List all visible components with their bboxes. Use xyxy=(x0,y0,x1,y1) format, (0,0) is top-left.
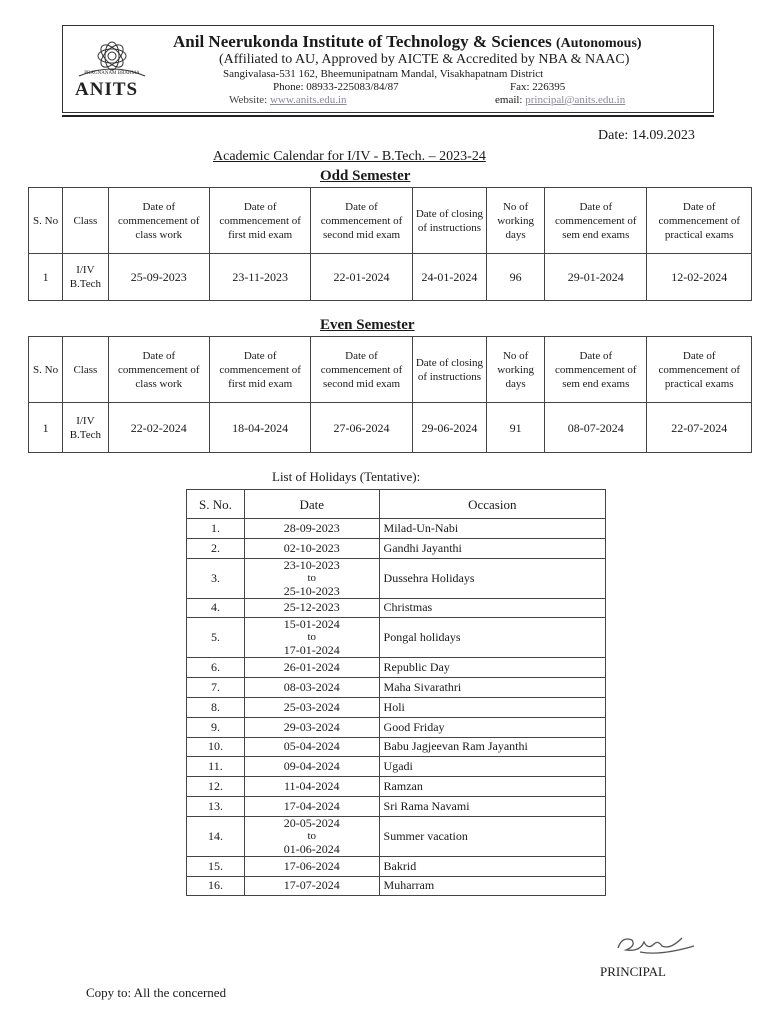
holiday-date xyxy=(244,697,379,717)
table-row xyxy=(29,254,752,301)
date-value: 17-01-2024 xyxy=(283,643,340,658)
date-value: 20-05-2024 xyxy=(283,815,340,830)
holiday-date xyxy=(244,519,379,539)
institute-affiliation: (Affiliated to AU, Approved by AICTE & Accredited by NBA & NAAC) xyxy=(219,52,630,67)
holiday-date xyxy=(244,856,379,876)
table-cell: 24-01-2024 xyxy=(412,254,486,301)
date-value: 25-03-2024 xyxy=(283,699,340,714)
autonomous-label: (Autonomous) xyxy=(556,36,642,51)
table-row xyxy=(187,519,606,539)
institute-header xyxy=(62,25,714,113)
date-value: 17-06-2024 xyxy=(283,858,340,873)
table-cell: 12-02-2024 xyxy=(647,254,752,301)
table-cell: 1 xyxy=(29,403,63,453)
header-cell: No of working days xyxy=(487,188,545,254)
website-link[interactable]: www.anits.edu.in xyxy=(269,94,347,106)
holiday-occasion: Good Friday xyxy=(379,717,605,737)
date-range-to: to xyxy=(307,829,316,842)
holiday-occasion: Babu Jagjeevan Ram Jayanthi xyxy=(379,737,605,757)
holiday-date xyxy=(244,678,379,698)
holiday-sno: 5. xyxy=(187,618,245,658)
holiday-sno: 2. xyxy=(187,538,245,558)
table-row xyxy=(187,538,606,558)
signature-icon xyxy=(610,928,700,964)
header-cell: Date of commencement of second mid exam xyxy=(311,337,412,403)
holiday-sno: 12. xyxy=(187,777,245,797)
table-row xyxy=(187,876,606,896)
date-value: 11-04-2024 xyxy=(283,779,340,794)
holiday-date xyxy=(244,757,379,777)
header-cell: Occasion xyxy=(379,490,605,519)
table-cell: 22-02-2024 xyxy=(108,403,209,453)
holiday-sno: 16. xyxy=(187,876,245,896)
table-row xyxy=(187,678,606,698)
holiday-occasion: Pongal holidays xyxy=(379,618,605,658)
holiday-date xyxy=(244,618,379,658)
holiday-date xyxy=(244,796,379,816)
table-cell: 1 xyxy=(29,254,63,301)
institute-fax: Fax: 226395 xyxy=(510,81,566,93)
header-cell: Date of commencement of class work xyxy=(108,337,209,403)
header-cell: S. No. xyxy=(187,490,245,519)
header-cell: S. No xyxy=(29,188,63,254)
header-cell: Date xyxy=(244,490,379,519)
date-value: 29-03-2024 xyxy=(283,719,340,734)
header-cell: Date of closing of instructions xyxy=(412,337,486,403)
table-header-row xyxy=(187,490,606,519)
date-value: 05-04-2024 xyxy=(283,739,340,754)
header-cell: Date of commencement of sem end exams xyxy=(545,337,647,403)
header-cell: Class xyxy=(63,188,109,254)
header-cell: Date of commencement of second mid exam xyxy=(311,188,412,254)
table-row xyxy=(187,856,606,876)
table-row xyxy=(187,796,606,816)
header-cell: Date of commencement of practical exams xyxy=(647,188,752,254)
holiday-date xyxy=(244,658,379,678)
holiday-occasion: Summer vacation xyxy=(379,816,605,856)
holidays-title: List of Holidays (Tentative): xyxy=(272,469,421,484)
holiday-occasion: Ramzan xyxy=(379,777,605,797)
date-value: 17-07-2024 xyxy=(283,878,340,893)
header-cell: Date of commencement of sem end exams xyxy=(545,188,647,254)
date-value: 02-10-2023 xyxy=(283,540,340,555)
date-value: 23-10-2023 xyxy=(283,557,340,572)
table-cell: 25-09-2023 xyxy=(108,254,209,301)
holiday-date xyxy=(244,598,379,618)
table-header-row xyxy=(29,337,752,403)
table-row xyxy=(187,658,606,678)
table-header-row xyxy=(29,188,752,254)
website-line: Website: www.anits.edu.in xyxy=(229,94,347,106)
holiday-date xyxy=(244,558,379,598)
table-cell: 29-01-2024 xyxy=(545,254,647,301)
email-line: email: principal@anits.edu.in xyxy=(495,94,626,106)
institute-address: Sangivalasa-531 162, Bheemunipatnam Mandal, Visakhapatnam District xyxy=(223,68,544,80)
header-cell: Date of commencement of first mid exam xyxy=(209,188,310,254)
holiday-date xyxy=(244,737,379,757)
holiday-date xyxy=(244,777,379,797)
header-cell: Date of commencement of first mid exam xyxy=(209,337,310,403)
document-date: Date: 14.09.2023 xyxy=(598,128,695,143)
holiday-sno: 13. xyxy=(187,796,245,816)
date-value: 25-10-2023 xyxy=(283,583,340,598)
header-cell: Date of commencement of class work xyxy=(108,188,209,254)
holiday-occasion: Bakrid xyxy=(379,856,605,876)
table-cell: 23-11-2023 xyxy=(209,254,310,301)
holiday-occasion: Milad-Un-Nabi xyxy=(379,519,605,539)
holiday-occasion: Gandhi Jayanthi xyxy=(379,538,605,558)
table-cell: 91 xyxy=(487,403,545,453)
holiday-date xyxy=(244,538,379,558)
table-cell: I/IV B.Tech xyxy=(63,254,109,301)
holidays-table xyxy=(186,489,606,896)
calendar-title: Academic Calendar for I/IV - B.Tech. – 2023-24 xyxy=(213,149,486,164)
even-semester-table xyxy=(28,336,752,453)
institute-name: Anil Neerukonda Institute of Technology & Sciences (Autonomous) xyxy=(173,32,642,51)
holiday-occasion: Dussehra Holidays xyxy=(379,558,605,598)
odd-semester-table xyxy=(28,187,752,301)
date-range-to: to xyxy=(307,631,316,644)
table-row xyxy=(187,737,606,757)
holiday-sno: 8. xyxy=(187,697,245,717)
table-row xyxy=(187,598,606,618)
table-cell: 27-06-2024 xyxy=(311,403,412,453)
table-cell: 22-07-2024 xyxy=(647,403,752,453)
table-cell: 18-04-2024 xyxy=(209,403,310,453)
date-value: 08-03-2024 xyxy=(283,680,340,695)
holiday-sno: 14. xyxy=(187,816,245,856)
email-link[interactable]: principal@anits.edu.in xyxy=(525,94,626,106)
table-row xyxy=(187,816,606,856)
table-cell: 96 xyxy=(487,254,545,301)
date-value: 25-12-2023 xyxy=(283,600,340,615)
date-range-to: to xyxy=(307,571,316,584)
table-cell: 08-07-2024 xyxy=(545,403,647,453)
holiday-date xyxy=(244,876,379,896)
table-cell: 22-01-2024 xyxy=(311,254,412,301)
table-cell: I/IV B.Tech xyxy=(63,403,109,453)
principal-label: PRINCIPAL xyxy=(600,964,666,979)
table-row xyxy=(187,757,606,777)
institute-phone: Phone: 08933-225083/84/87 xyxy=(273,81,399,93)
holiday-sno: 15. xyxy=(187,856,245,876)
header-cell: Class xyxy=(63,337,109,403)
table-cell: 29-06-2024 xyxy=(412,403,486,453)
holiday-sno: 1. xyxy=(187,519,245,539)
date-value: 01-06-2024 xyxy=(283,841,340,856)
holiday-sno: 10. xyxy=(187,737,245,757)
table-row xyxy=(187,717,606,737)
table-row xyxy=(187,697,606,717)
holiday-occasion: Christmas xyxy=(379,598,605,618)
holiday-occasion: Maha Sivarathri xyxy=(379,678,605,698)
holiday-sno: 4. xyxy=(187,598,245,618)
holiday-occasion: Holi xyxy=(379,697,605,717)
holiday-sno: 11. xyxy=(187,757,245,777)
table-row xyxy=(187,618,606,658)
header-cell: No of working days xyxy=(487,337,545,403)
logo-motto: PRAGNANAM BRAHMA xyxy=(84,71,140,76)
table-row xyxy=(187,777,606,797)
date-value: 15-01-2024 xyxy=(283,617,340,632)
table-row xyxy=(187,558,606,598)
even-semester-title: Even Semester xyxy=(320,317,415,333)
odd-semester-title: Odd Semester xyxy=(320,168,411,184)
holiday-sno: 6. xyxy=(187,658,245,678)
holiday-occasion: Sri Rama Navami xyxy=(379,796,605,816)
date-value: 09-04-2024 xyxy=(283,759,340,774)
header-divider xyxy=(62,115,714,117)
holiday-date xyxy=(244,816,379,856)
table-row xyxy=(29,403,752,453)
holiday-occasion: Ugadi xyxy=(379,757,605,777)
holiday-occasion: Republic Day xyxy=(379,658,605,678)
header-cell: Date of commencement of practical exams xyxy=(647,337,752,403)
holiday-sno: 3. xyxy=(187,558,245,598)
date-value: 26-01-2024 xyxy=(283,660,340,675)
header-cell: S. No xyxy=(29,337,63,403)
holiday-occasion: Muharram xyxy=(379,876,605,896)
holiday-sno: 7. xyxy=(187,678,245,698)
header-cell: Date of closing of instructions xyxy=(412,188,486,254)
date-value: 17-04-2024 xyxy=(283,798,340,813)
date-value: 28-09-2023 xyxy=(283,520,340,535)
logo-wordmark: ANITS xyxy=(75,79,139,100)
holiday-sno: 9. xyxy=(187,717,245,737)
holiday-date xyxy=(244,717,379,737)
copy-to-note: Copy to: All the concerned xyxy=(86,985,227,1000)
